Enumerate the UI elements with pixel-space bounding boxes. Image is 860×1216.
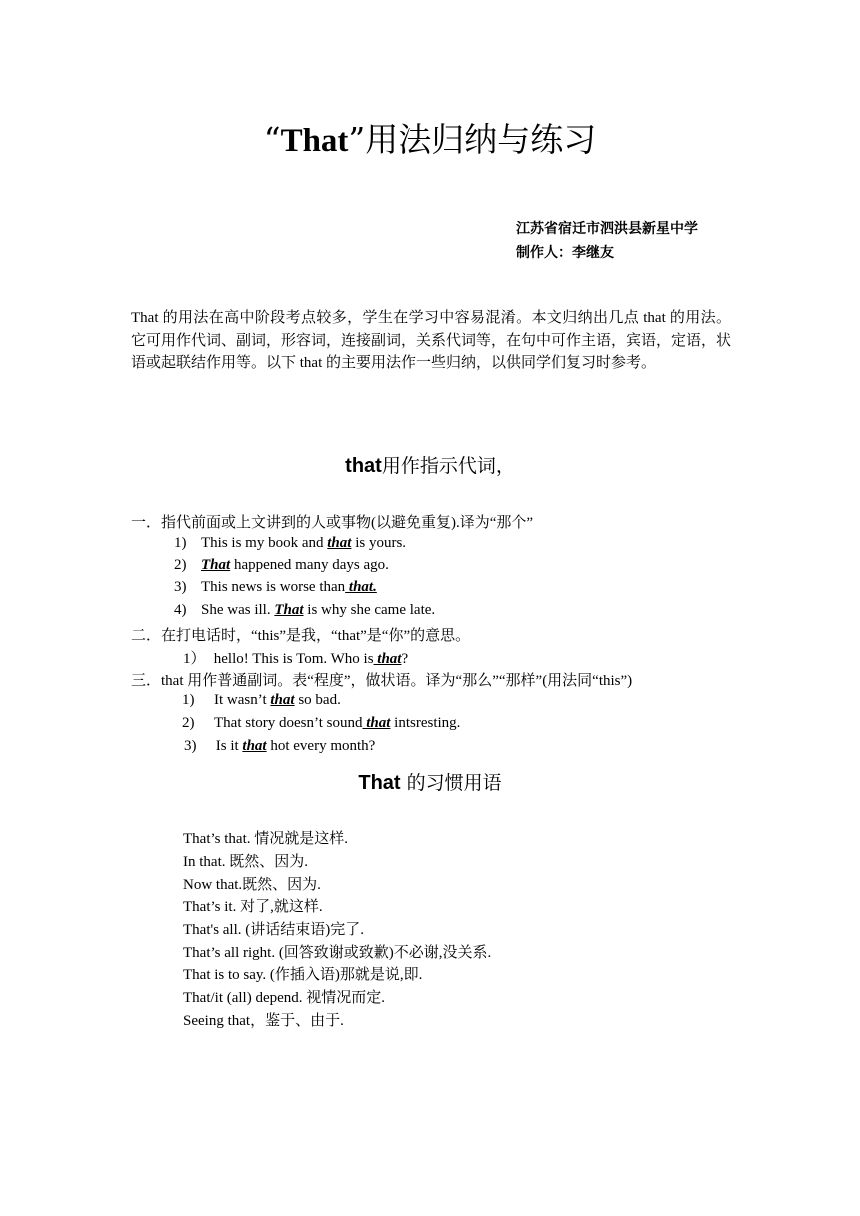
example-before: That story doesn’t sound — [214, 715, 363, 731]
example-emphasis: that — [327, 535, 352, 551]
phrase-item: That/it (all) depend. 视情况而定. — [183, 990, 386, 1006]
example-3-2 — [182, 715, 460, 732]
example-emphasis: that. — [345, 579, 377, 595]
section2-heading-zh: 的习惯用语 — [400, 772, 502, 794]
example-1-2 — [174, 557, 389, 574]
title-en: That — [280, 123, 349, 159]
phrase-item: That is to say. (作插入语)那就是说,即. — [183, 967, 423, 983]
example-after: hot every month? — [266, 738, 376, 754]
example-num: 1) — [182, 692, 195, 708]
example-emphasis: that — [373, 651, 402, 667]
phrase-item: In that. 既然、因为. — [183, 854, 308, 870]
example-1-4 — [174, 602, 435, 619]
title-quote-close: ” — [348, 120, 366, 159]
section1-heading-en: that — [345, 455, 382, 477]
example-num: 2) — [182, 715, 195, 731]
item-1-label: 一．指代前面或上文讲到的人或事物(以避免重复).译为“那个” — [131, 515, 534, 531]
example-1-1 — [174, 535, 406, 552]
example-1-3 — [174, 579, 377, 596]
phrase-item: That’s it. 对了,就这样. — [183, 899, 323, 915]
section1-heading-zh: 用作指示代词， — [381, 455, 515, 477]
section2-heading-en: That — [358, 772, 401, 794]
example-after: so bad. — [294, 692, 341, 708]
phrase-item: Now that.既然、因为. — [183, 877, 321, 893]
section2-heading — [0, 768, 860, 795]
example-before: This is my book and — [201, 535, 328, 551]
phrase-item: That's all. (讲话结束语)完了. — [183, 922, 365, 938]
page-title — [0, 114, 860, 161]
phrase-item: That’s all right. (回答致谢或致歉)不必谢,没关系. — [183, 945, 492, 961]
example-before: This news is worse than — [201, 579, 346, 595]
item-2-label: 二．在打电话时，“this”是我，“that”是“你”的意思。 — [131, 628, 471, 644]
example-before: It wasn’t — [214, 692, 271, 708]
example-emphasis: that — [270, 692, 295, 708]
example-num: 4) — [174, 602, 187, 618]
section1-heading — [0, 451, 860, 478]
example-2-1 — [183, 647, 408, 668]
title-quote-open: “ — [263, 120, 281, 159]
example-emphasis: That — [274, 602, 304, 618]
example-before: hello! This is Tom. Who is — [210, 651, 374, 667]
example-3-3 — [184, 738, 375, 755]
example-emphasis: that — [362, 715, 391, 731]
example-emphasis: that — [242, 738, 267, 754]
example-before: She was ill. — [201, 602, 275, 618]
example-num: 1） — [183, 651, 206, 667]
example-after: happened many days ago. — [230, 557, 389, 573]
example-after: ? — [401, 651, 409, 667]
example-before: Is it — [212, 738, 243, 754]
example-after: is yours. — [351, 535, 407, 551]
example-3-1 — [182, 692, 341, 709]
intro-paragraph: That 的用法在高中阶段考点较多，学生在学习中容易混淆。本文归纳出几点 that 的用法。它可用作代词、副词，形容词，连接副词，关系代词等，在句中可作主语，宾语，定语，状语或起联结作用等。以下 that 的主要用法作一些归纳，以供同学们复习时参考。 — [131, 310, 732, 371]
title-zh: 用法归纳与练习 — [365, 120, 597, 159]
example-num: 3) — [174, 579, 187, 595]
example-num: 2) — [174, 557, 187, 573]
author-maker: 制作人：李继友 — [516, 245, 614, 261]
phrase-item: Seeing that，鉴于、由于. — [183, 1013, 344, 1029]
example-after: intsresting. — [390, 715, 461, 731]
example-num: 3) — [184, 738, 197, 754]
phrase-item: That’s that. 情况就是这样. — [183, 831, 348, 847]
example-num: 1) — [174, 535, 187, 551]
item-3-label: 三．that 用作普通副词。表“程度”，做状语。译为“那么”“那样”(用法同“this”) — [131, 673, 633, 689]
example-after: is why she came late. — [303, 602, 436, 618]
author-school: 江苏省宿迁市泗洪县新星中学 — [516, 221, 698, 237]
example-emphasis: That — [201, 557, 231, 573]
